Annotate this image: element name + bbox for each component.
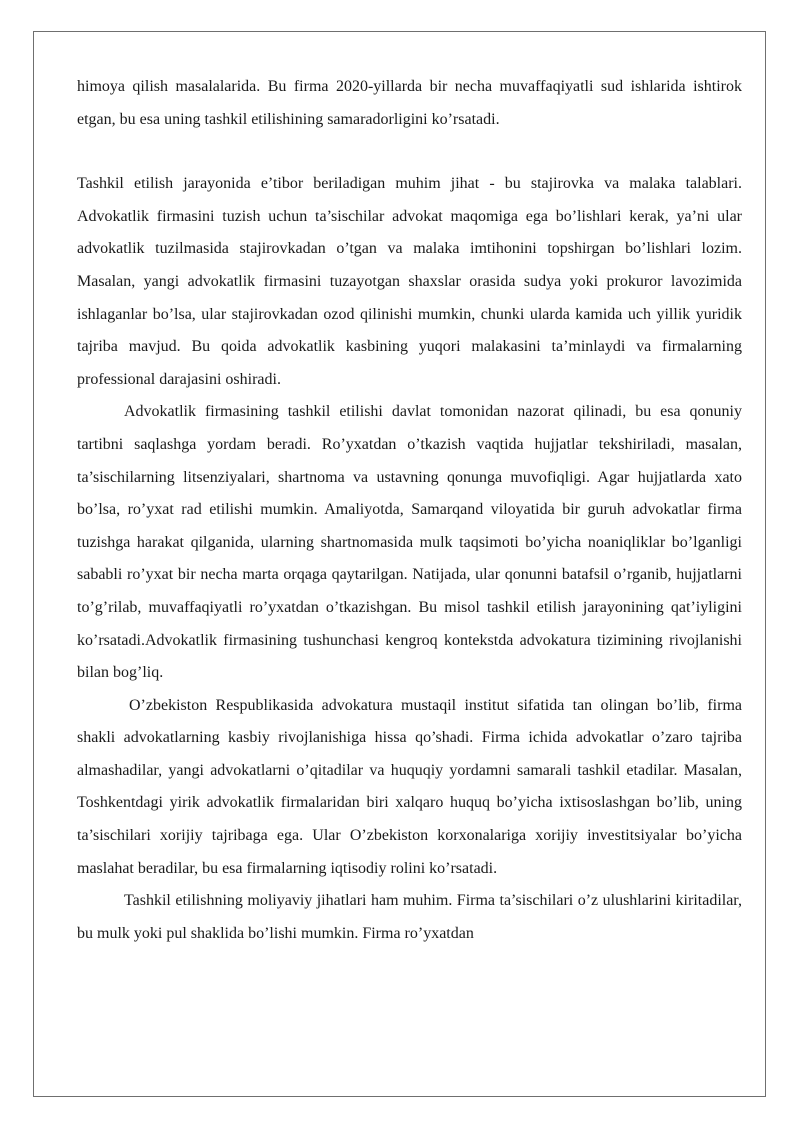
document-body [77,71,742,950]
paragraph-continuation: himoya qilish masalalarida. Bu firma 2020-yillarda bir necha muvaffaqiyatli sud ishlarida ishtirok etgan, bu esa uning tashkil etilishining samaradorligini ko’rsatadi. [77,78,742,128]
paragraph-uzbekistan-advocacy: O’zbekiston Respublikasida advokatura mustaqil institut sifatida tan olingan bo’lib, firma shakli advokatlarning kasbiy rivojlanishiga hissa qo’shadi. Firma ichida advokatlar o’zaro tajriba almashadilar, yangi advokatlarni o’qitadilar va huquqiy yordamni samarali tashkil etadilar. Masalan, Toshkentdagi yirik advokatlik firmalaridan biri xalqaro huquq bo’yicha ixtisoslashgan bo’lib, uning ta’sischilari xorijiy tajribaga ega. Ular O’zbekiston korxonalariga xorijiy investitsiyalar bo’yicha maslahat beradilar, bu esa firmalarning iqtisodiy rolini ko’rsatadi. [77,696,742,877]
paragraph-financial-aspects: Tashkil etilishning moliyaviy jihatlari ham muhim. Firma ta’sischilari o’z ulushlarini kiritadilar, bu mulk yoki pul shaklida bo’lishi mumkin. Firma ro’yxatdan [77,892,742,942]
paragraph-internship-requirements: Tashkil etilish jarayonida e’tibor beriladigan muhim jihat - bu stajirovka va malaka talablari. Advokatlik firmasini tuzish uchun ta’sischilar advokat maqomiga ega bo’lishlari kerak, ya’ni ular advokatlik tuzilmasida stajirovkadan o’tgan va malaka imtihonini topshirgan bo’lishlari lozim. Masalan, yangi advokatlik firmasini tuzayotgan shaxslar orasida sudya yoki prokuror lavozimida ishlaganlar bo’lsa, ular stajirovkadan ozod qilinishi mumkin, chunki ularda kamida uch yillik yuridik tajriba mavjud. Bu qoida advokatlik kasbining yuqori malakasini ta’minlaydi va firmalarning professional darajasini oshiradi. [77,175,742,388]
paragraph-state-control: Advokatlik firmasining tashkil etilishi davlat tomonidan nazorat qilinadi, bu esa qonuniy tartibni saqlashga yordam beradi. Ro’yxatdan o’tkazish vaqtida hujjatlar tekshiriladi, masalan, ta’sischilarning litsenziyalari, shartnoma va ustavning qonunga muvofiqligi. Agar hujjatlarda xato bo’lsa, ro’yxat rad etilishi mumkin. Amaliyotda, Samarqand viloyatida bir guruh advokatlar firma tuzishga harakat qilganida, ularning shartnomasida mulk taqsimoti bo’yicha noaniqliklar bo’lganligi sababli ro’yxat bir necha marta orqaga qaytarilgan. Natijada, ular qonunni batafsil o’rganib, hujjatlarni to’g’rilab, muvaffaqiyatli ro’yxatdan o’tkazishgan. Bu misol tashkil etilish jarayonining qat’iyligini ko’rsatadi.Advokatlik firmasining tushunchasi kengroq kontekstda advokatura tizimining rivojlanishi bilan bog’liq. [77,403,742,682]
